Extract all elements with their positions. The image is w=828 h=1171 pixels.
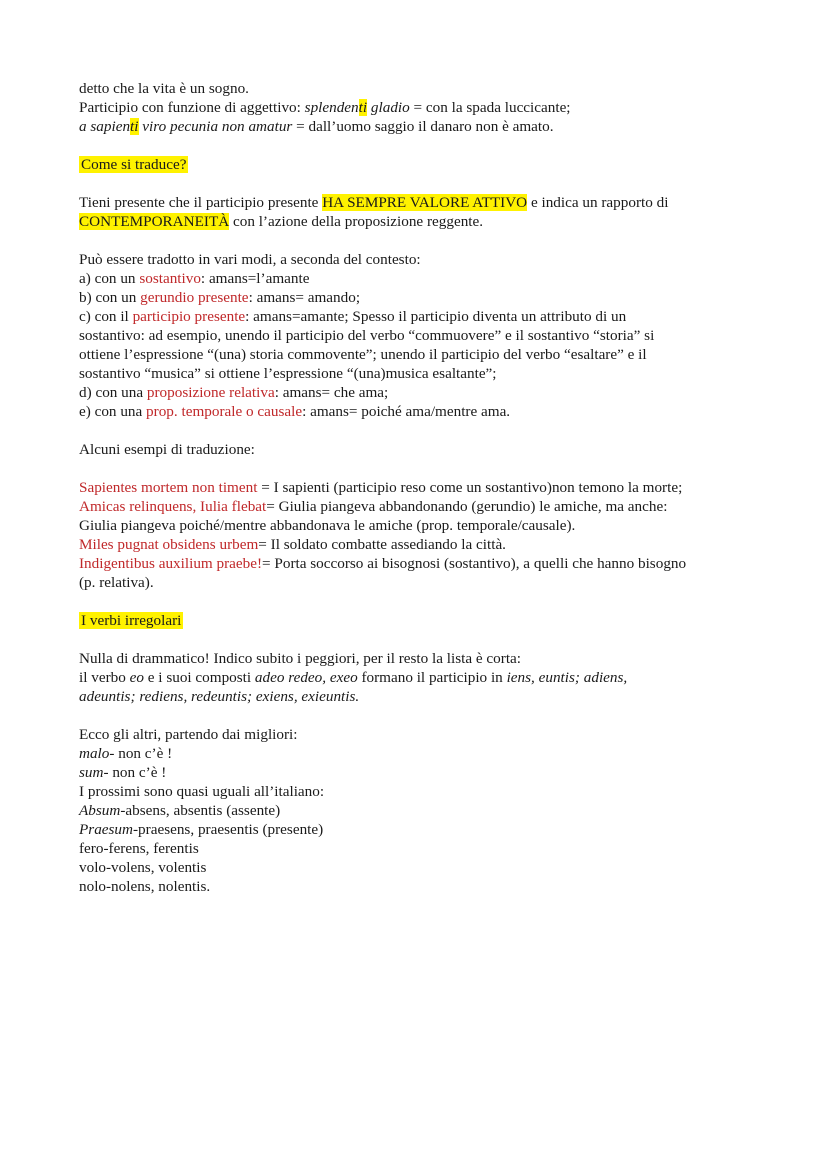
example-2-line-2: Giulia piangeva poiché/mentre abbandonava le amiche (prop. temporale/causale). — [79, 517, 576, 534]
intro-line-3: a sapienti viro pecunia non amatur = dall’uomo saggio il danaro non è amato. — [79, 118, 554, 135]
mode-e: e) con una prop. temporale o causale: amans= poiché ama/mentre ama. — [79, 403, 511, 420]
verb-absum: Absum-absens, absentis (assente) — [79, 802, 281, 819]
intro-line-1: detto che la vita è un sogno. — [79, 80, 249, 97]
example-3: Miles pugnat obsidens urbem= Il soldato combatte assediando la città. — [79, 536, 506, 553]
mode-c-line-3: ottiene l’espressione “(una) storia commovente”; unendo il participio del verbo “esaltare” e il — [79, 346, 647, 363]
irregular-line-2: il verbo eo e i suoi composti adeo redeo, exeo formano il participio in iens, euntis; adiens, — [79, 669, 628, 686]
heading-come-si-traduce: Come si traduce? — [81, 156, 187, 173]
verb-sum: sum- non c’è ! — [79, 764, 167, 781]
verb-malo: malo- non c’è ! — [79, 745, 173, 762]
para-valore-attivo-line-2: CONTEMPORANEITÀ con l’azione della proposizione reggente. — [79, 213, 484, 230]
mode-c-line-4: sostantivo “musica” si ottiene l’espressione “(una)musica esaltante”; — [79, 365, 497, 382]
others-intro: Ecco gli altri, partendo dai migliori: — [79, 726, 298, 743]
para-valore-attivo-line-1: Tieni presente che il participio presente HA SEMPRE VALORE ATTIVO e indica un rapporto di — [79, 194, 669, 211]
others-similar: I prossimi sono quasi uguali all’italiano: — [79, 783, 325, 800]
irregular-line-3: adeuntis; rediens, redeuntis; exiens, exieuntis. — [79, 688, 360, 705]
modes-intro: Può essere tradotto in vari modi, a seconda del contesto: — [79, 251, 421, 268]
highlight-mark: ti — [358, 99, 368, 116]
example-4: Indigentibus auxilium praebe!= Porta soccorso ai bisognosi (sostantivo), a quelli che hanno bisogno — [79, 555, 687, 572]
examples-intro: Alcuni esempi di traduzione: — [79, 441, 255, 458]
mode-c: c) con il participio presente: amans=amante; Spesso il participio diventa un attributo di un — [79, 308, 627, 325]
irregular-line-1: Nulla di drammatico! Indico subito i peggiori, per il resto la lista è corta: — [79, 650, 522, 667]
mode-b: b) con un gerundio presente: amans= amando; — [79, 289, 361, 306]
mode-d: d) con una proposizione relativa: amans= che ama; — [79, 384, 389, 401]
example-4-line-2: (p. relativa). — [79, 574, 154, 591]
verb-praesum: Praesum-praesens, praesentis (presente) — [79, 821, 324, 838]
heading-verbi-irregolari: I verbi irregolari — [81, 612, 182, 629]
verb-nolo: nolo-nolens, nolentis. — [79, 878, 211, 895]
example-1: Sapientes mortem non timent = I sapienti (participio reso come un sostantivo)non temono la morte; — [79, 479, 683, 496]
example-2: Amicas relinquens, Iulia flebat= Giulia piangeva abbandonando (gerundio) le amiche, ma anche: — [79, 498, 668, 515]
mode-a: a) con un sostantivo: amans=l’amante — [79, 270, 310, 287]
mode-c-line-2: sostantivo: ad esempio, unendo il participio del verbo “commuovere” e il sostantivo “storia” si — [79, 327, 655, 344]
verb-volo: volo-volens, volentis — [79, 859, 207, 876]
highlight-valore-attivo: HA SEMPRE VALORE ATTIVO — [322, 194, 528, 211]
highlight-mark: ti — [130, 118, 139, 135]
intro-line-2: Participio con funzione di aggettivo: splendenti gladio = con la spada luccicante; — [79, 99, 571, 116]
highlight-contemporaneita: CONTEMPORANEITÀ — [79, 213, 230, 230]
verb-fero: fero-ferens, ferentis — [79, 840, 199, 857]
document-body — [79, 79, 779, 896]
